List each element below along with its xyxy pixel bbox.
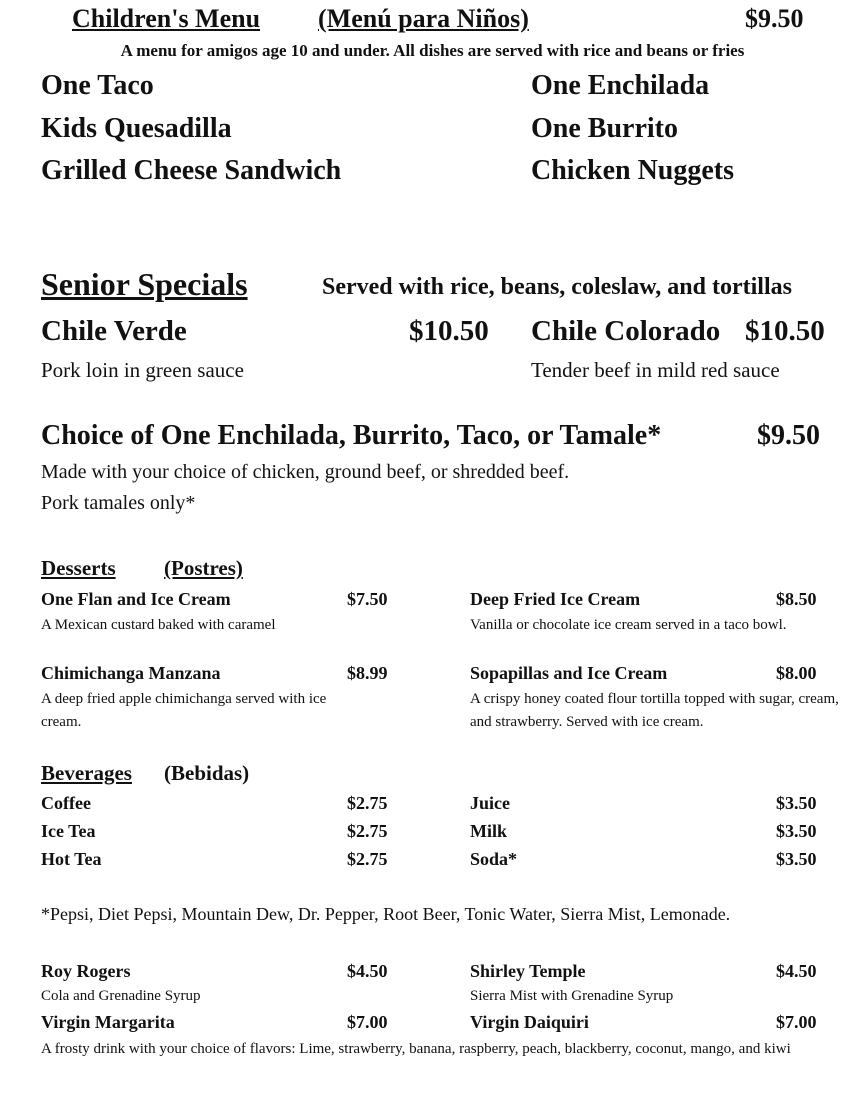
- childrens-menu-subtitle: A menu for amigos age 10 and under. All dishes are served with rice and beans or fries: [120, 41, 745, 60]
- beverage-desc: Cola and Grenadine Syrup: [41, 988, 201, 1004]
- senior-served-with: Served with rice, beans, coleslaw, and tortillas: [322, 274, 792, 300]
- beverage-name: Roy Rogers: [41, 961, 131, 981]
- beverages-title: Beverages: [41, 761, 132, 785]
- kids-item: Kids Quesadilla: [41, 113, 232, 144]
- chile-verde-name: Chile Verde: [41, 315, 187, 347]
- beverage-name: Virgin Daiquiri: [470, 1012, 589, 1032]
- beverage-name: Shirley Temple: [470, 961, 586, 981]
- childrens-menu-title: Children's Menu: [72, 4, 261, 33]
- beverage-name: Virgin Margarita: [41, 1012, 175, 1032]
- kids-item: One Enchilada: [531, 70, 710, 101]
- dessert-name: Deep Fried Ice Cream: [470, 589, 641, 609]
- kids-item: One Taco: [41, 70, 154, 101]
- frosty-drink-desc: A frosty drink with your choice of flavors: Lime, strawberry, banana, raspberry, peach, blackberry, coconut, mango, and kiwi: [41, 1041, 791, 1057]
- choice-one-note: Pork tamales only*: [41, 492, 196, 514]
- kids-item: Chicken Nuggets: [531, 155, 735, 186]
- desserts-title: Desserts: [41, 556, 116, 580]
- beverage-desc: Sierra Mist with Grenadine Syrup: [470, 988, 674, 1004]
- dessert-price: $7.50: [347, 589, 388, 609]
- beverage-price: $4.50: [347, 961, 388, 981]
- choice-one-name: Choice of One Enchilada, Burrito, Taco, or Tamale*: [41, 420, 662, 451]
- dessert-price: $8.50: [776, 589, 817, 609]
- beverage-price: $2.75: [347, 849, 388, 869]
- chile-colorado-price: $10.50: [745, 315, 825, 347]
- kids-item: Grilled Cheese Sandwich: [41, 155, 342, 186]
- chile-colorado-desc: Tender beef in mild red sauce: [531, 358, 780, 382]
- beverage-name: Juice: [470, 793, 510, 813]
- beverage-price: $3.50: [776, 849, 817, 869]
- beverage-price: $4.50: [776, 961, 817, 981]
- beverages-title-es: (Bebidas): [164, 761, 250, 785]
- dessert-desc: A deep fried apple chimichanga served with ice cream.: [41, 691, 327, 730]
- choice-one-desc: Made with your choice of chicken, ground beef, or shredded beef.: [41, 461, 570, 483]
- beverage-name: Coffee: [41, 793, 91, 813]
- dessert-name: Sopapillas and Ice Cream: [470, 663, 668, 683]
- choice-one-price: $9.50: [757, 420, 820, 451]
- kids-item: One Burrito: [531, 113, 678, 144]
- beverage-price: $3.50: [776, 821, 817, 841]
- dessert-name: Chimichanga Manzana: [41, 663, 221, 683]
- chile-verde-price: $10.50: [409, 315, 489, 347]
- beverage-price: $2.75: [347, 821, 388, 841]
- dessert-name: One Flan and Ice Cream: [41, 589, 231, 609]
- beverage-name: Hot Tea: [41, 849, 102, 869]
- beverage-price: $3.50: [776, 793, 817, 813]
- beverage-price: $7.00: [347, 1012, 388, 1032]
- beverage-name: Milk: [470, 821, 508, 841]
- chile-verde-desc: Pork loin in green sauce: [41, 358, 244, 382]
- senior-specials-title: Senior Specials: [41, 266, 248, 302]
- dessert-desc: A Mexican custard baked with caramel: [41, 617, 276, 633]
- desserts-title-es: (Postres): [164, 556, 243, 580]
- childrens-menu-price: $9.50: [745, 4, 804, 33]
- beverage-name: Soda*: [470, 849, 518, 869]
- beverage-price: $2.75: [347, 793, 388, 813]
- dessert-desc: A crispy honey coated flour tortilla topped with sugar, cream, and strawberry. Served with ice cream.: [470, 691, 839, 730]
- beverage-price: $7.00: [776, 1012, 817, 1032]
- childrens-menu-title-es: (Menú para Niños): [318, 4, 529, 33]
- dessert-price: $8.00: [776, 663, 817, 683]
- soda-note: *Pepsi, Diet Pepsi, Mountain Dew, Dr. Pepper, Root Beer, Tonic Water, Sierra Mist, Lemonade.: [41, 904, 731, 924]
- dessert-desc: Vanilla or chocolate ice cream served in a taco bowl.: [470, 617, 787, 633]
- beverage-name: Ice Tea: [41, 821, 96, 841]
- dessert-price: $8.99: [347, 663, 388, 683]
- chile-colorado-name: Chile Colorado: [531, 315, 721, 347]
